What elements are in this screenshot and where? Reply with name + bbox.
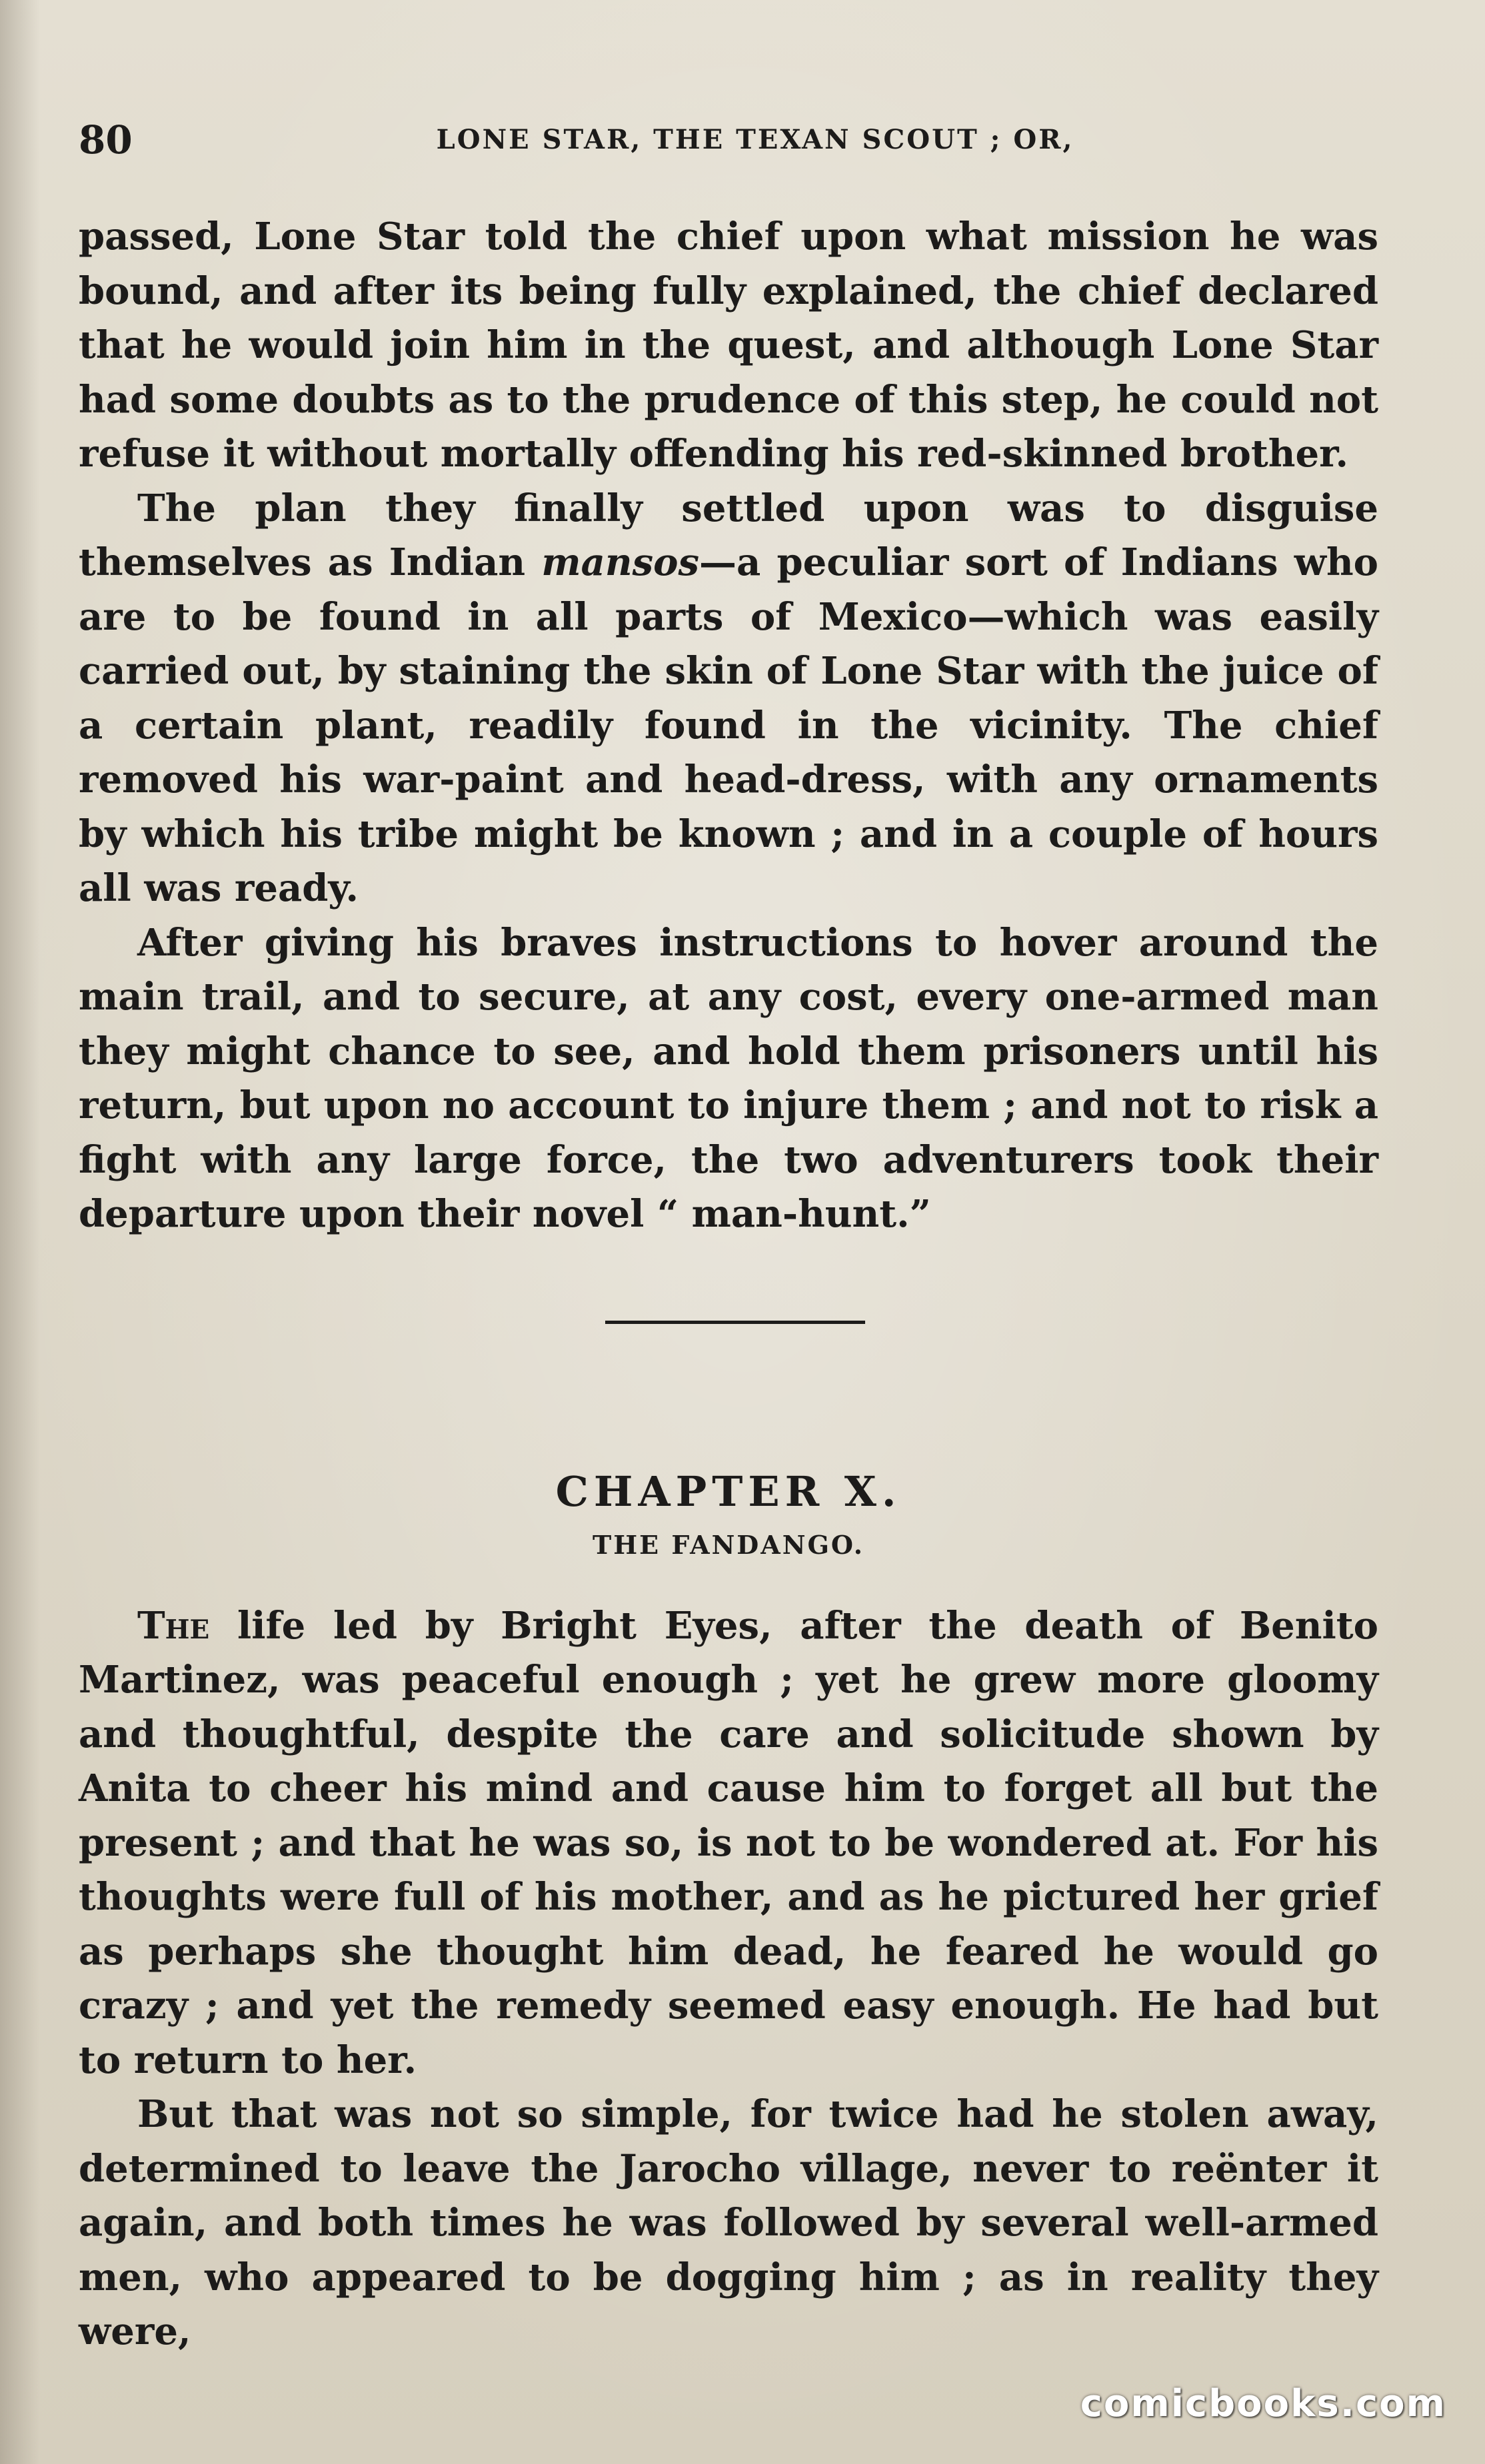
site-watermark: comicbooks.com (1080, 2382, 1446, 2425)
paragraph (79, 482, 1378, 916)
page-header (79, 113, 1378, 167)
page-number: 80 (79, 117, 133, 163)
paragraph: After giving his braves instructions to hover around the main trail, and to secure, at any cost, every one-armed man they might chance to see, and hold them prisoners until his return, but upon no account to injure them ; and not to risk a fight with any large force, the two adventurers took their departure upon their novel “ man-hunt.” (79, 920, 1378, 1236)
paragraph: passed, Lone Star told the chief upon what mission he was bound, and after its being fully explained, the chief declared that he would join him in the quest, and although Lone Star had some doubts as to the prudence of this step, he could not refuse it without mortally offending his red-skinned brother. (79, 215, 1378, 476)
page-body (79, 210, 1378, 2359)
chapter-subtitle: THE FANDANGO. (592, 1529, 865, 1560)
paragraph-text: life led by Bright Eyes, after the death of Benito Martinez, was peaceful enough ; yet he grew more gloomy and thoughtful, despite the care and solicitude shown by Anita to cheer his mind and cause him to forget all but the present ; and that he was so, is not to be wondered at. For his thoughts were full of his mother, and as he pictured her grief as perhaps she thought him dead, he feared he would go crazy ; and yet the remedy seemed easy enough. He had but to return to her. (79, 1603, 1378, 2082)
chapter-title: CHAPTER X. (555, 1467, 902, 1516)
paragraph-text: —a peculiar sort of Indians who are to be found in all parts of Mexico—which was easily carried out, by staining the skin of Lone Star with the juice of a certain plant, readily found in the vicinity. The chief removed his war-paint and head-dress, with any ornaments by which his tribe might be known ; and in a couple of hours all was ready. (79, 540, 1379, 910)
paragraph (79, 1599, 1378, 2088)
dropcap-word: The (137, 1603, 210, 1648)
running-head: LONE STAR, THE TEXAN SCOUT ; OR, (436, 124, 1074, 155)
paragraph: But that was not so simple, for twice had he stolen away, determined to leave the Jarocho village, never to reënter it again, and both times he was followed by several well-armed men, who appeared to be dogging him ; as in reality they were, (79, 2092, 1378, 2353)
paragraph-text: The plan they finally settled upon was to disguise themselves as Indian (79, 486, 1378, 584)
divider-rule (605, 1321, 865, 1324)
italic-term: mansos (541, 540, 699, 584)
section-break (79, 1242, 1378, 1462)
